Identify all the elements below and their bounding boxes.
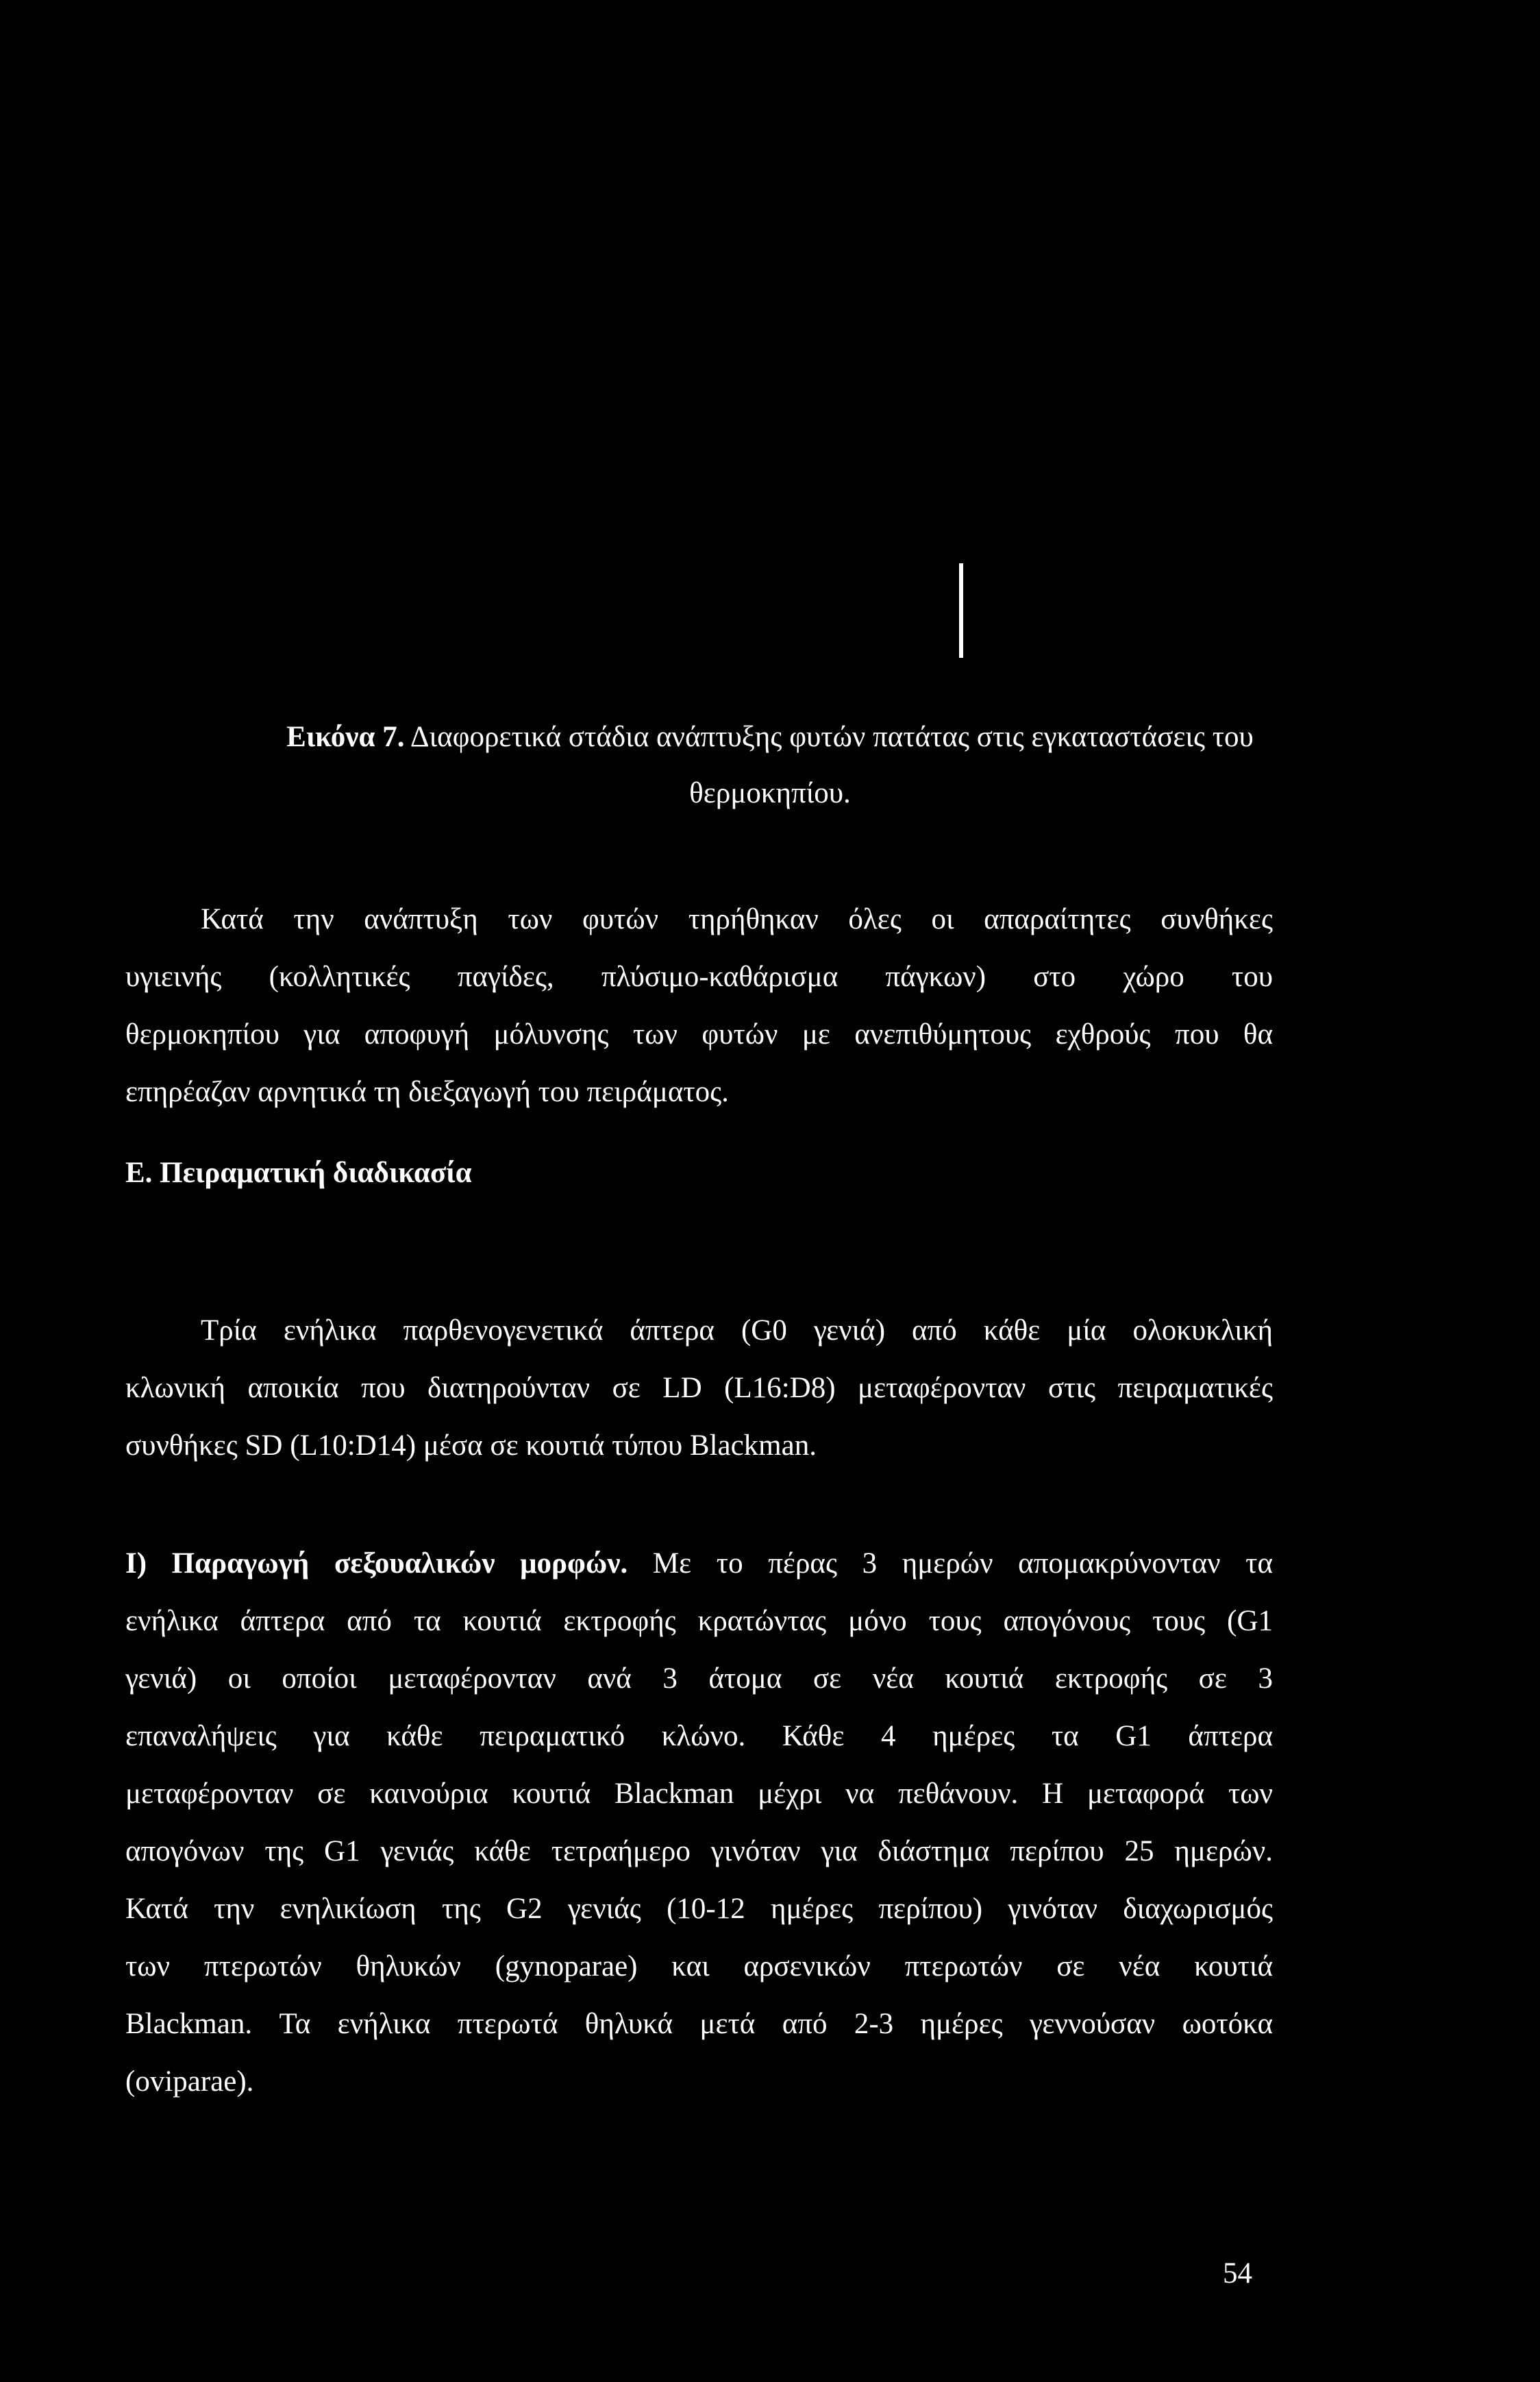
figure-image-edge [959, 563, 963, 658]
section-heading: Ε. Πειραματική διαδικασία [125, 1157, 472, 1189]
page-number: 54 [1223, 2257, 1252, 2289]
paragraph-first-line [125, 1535, 1273, 1593]
paragraph-line: (oviparae). [125, 2065, 254, 2098]
paragraph-line: μεταφέρονταν σε καινούρια κουτιά Blackman μέχρι να πεθάνουν. Η μεταφορά των [125, 1778, 1273, 1810]
paragraph-line: ενήλικα άπτερα από τα κουτιά εκτροφής κρατώντας μόνο τους απογόνους τους (G1 [125, 1605, 1273, 1637]
figure-caption-text-line2: θερμοκηπίου. [689, 777, 851, 809]
paragraph-line: των πτερωτών θηλυκών (gynoparae) και αρσενικών πτερωτών σε νέα κουτιά [125, 1950, 1273, 1982]
paragraph-line: απογόνων της G1 γενιάς κάθε τετραήμερο γινόταν για διάστημα περίπου 25 ημερών. [125, 1835, 1273, 1867]
paragraph-line: Τρία ενήλικα παρθενογενετικά άπτερα (G0 γενιά) από κάθε μία ολοκυκλική [201, 1314, 1273, 1347]
paragraph-line: συνθήκες SD (L10:D14) μέσα σε κουτιά τύπου Blackman. [125, 1429, 817, 1462]
subsection-heading: I) Παραγωγή σεξουαλικών μορφών. [125, 1547, 628, 1580]
paragraph-line: υγιεινής (κολλητικές παγίδες, πλύσιμο-καθάρισμα πάγκων) στο χώρο του [125, 961, 1273, 993]
paragraph-line: επαναλήψεις για κάθε πειραματικό κλώνο. Κάθε 4 ημέρες τα G1 άπτερα [125, 1720, 1273, 1752]
figure-caption [0, 709, 1540, 766]
paragraph-line: Κατά την ενηλικίωση της G2 γενιάς (10-12 ημέρες περίπου) γινόταν διαχωρισμός [125, 1893, 1273, 1925]
paragraph-line: Κατά την ανάπτυξη των φυτών τηρήθηκαν όλες οι απαραίτητες συνθήκες [201, 903, 1273, 935]
paragraph-line: κλωνική αποικία που διατηρούνταν σε LD (L16:D8) μεταφέρονταν στις πειραματικές [125, 1372, 1273, 1404]
paragraph-procedure [125, 1302, 1273, 1475]
paragraph-line: Blackman. Τα ενήλικα πτερωτά θηλυκά μετά από 2-3 ημέρες γεννούσαν ωοτόκα [125, 2008, 1273, 2040]
paragraph-line: επηρέαζαν αρνητικά τη διεξαγωγή του πειράματος. [125, 1076, 729, 1108]
paragraph-line: θερμοκηπίου για αποφυγή μόλυνσης των φυτών με ανεπιθύμητους εχθρούς που θα [125, 1018, 1273, 1051]
figure-caption-text: Διαφορετικά στάδια ανάπτυξης φυτών πατάτας στις εγκαταστάσεις του [410, 721, 1254, 753]
figure-caption-continued [0, 765, 1540, 822]
paragraph-line: γενιά) οι οποίοι μεταφέρονταν ανά 3 άτομα σε νέα κουτιά εκτροφής σε 3 [125, 1662, 1273, 1695]
figure-caption-label: Εικόνα 7. [286, 721, 405, 753]
paragraph-hygiene [125, 891, 1273, 1121]
paragraph-line-rest: Με το πέρας 3 ημερών απομακρύνονταν τα [652, 1547, 1273, 1580]
paragraph-sexual-forms [125, 1535, 1273, 2111]
